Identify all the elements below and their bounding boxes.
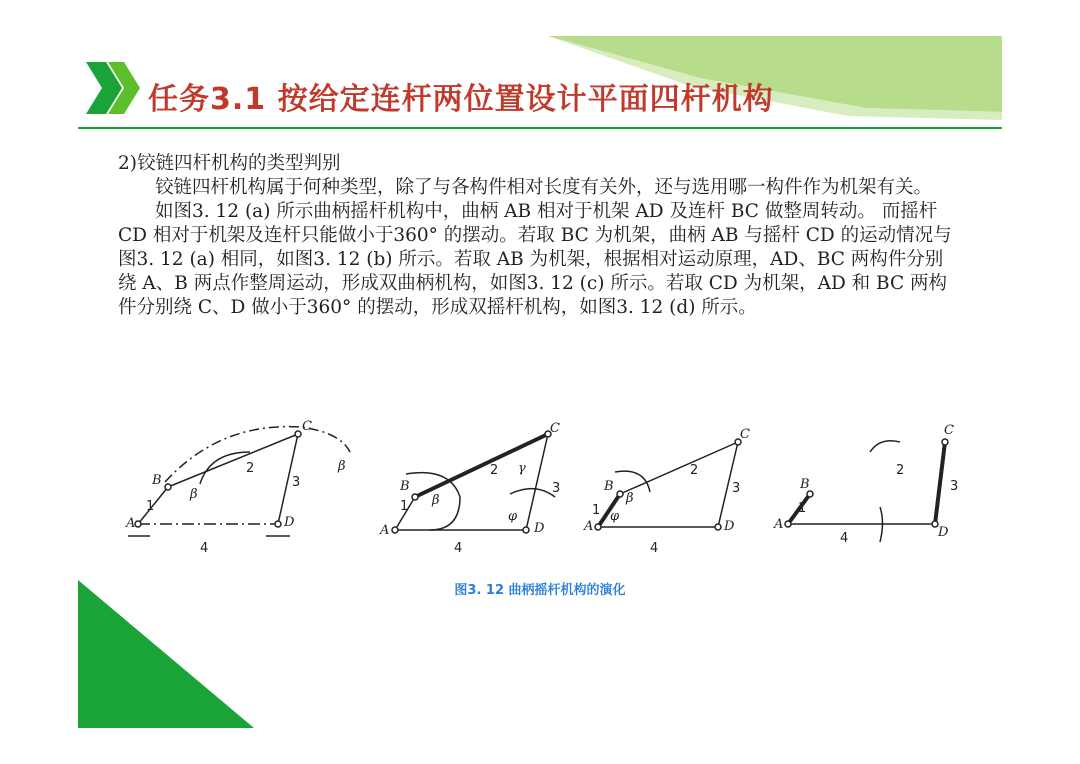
- label-c: C: [740, 427, 750, 442]
- joint-d: [715, 524, 721, 530]
- link-number-1: 1: [146, 499, 155, 514]
- swing-arc: [510, 489, 555, 497]
- angle-phi: φ: [508, 509, 518, 524]
- link-2: [168, 434, 298, 487]
- link-number-4: 4: [840, 531, 849, 546]
- joint-a: [392, 527, 398, 533]
- figure-panel-b: [392, 431, 555, 533]
- link-3: [526, 434, 548, 530]
- angle-gamma: γ: [518, 461, 526, 476]
- angle-beta: β: [432, 493, 440, 508]
- body-text: [118, 152, 953, 320]
- link-number-3: 3: [552, 481, 561, 496]
- joint-d: [523, 527, 529, 533]
- link-number-3: 3: [732, 481, 741, 496]
- angle-phi: φ: [610, 509, 620, 524]
- label-c: C: [550, 421, 560, 436]
- joint-c: [295, 431, 301, 437]
- angle-beta: β: [626, 491, 634, 506]
- joint-a: [135, 521, 141, 527]
- joint-b: [412, 494, 418, 500]
- mechanism-figures: [110, 412, 970, 562]
- label-b: B: [400, 479, 410, 494]
- link-number-4: 4: [650, 541, 659, 556]
- link-number-4: 4: [454, 541, 463, 556]
- label-d: D: [938, 525, 949, 540]
- paragraph: 如图3. 12 (a) 所示曲柄摇杆机构中，曲柄 AB 相对于机架 AD 及连杆 BC 做整周转动。 而摇杆 CD 相对于机架及连杆只能做小于360° 的摆动。若取 BC 为机架，曲柄 AB 与摇杆 CD 的运动情况与图3. 12 (a) 相同，如图3. 12 (b) 所示。若取 AB 为机架，根据相对运动原理，AD、BC 两构件分别绕 A、B 两点作整周运动，形成双曲柄机构，如图3. 12 (c) 所示。若取 CD 为机架，AD 和 BC 两构件分别绕 C、D 做小于360° 的摆动，形成双摇杆机构，如图3. 12 (d) 所示。: [118, 201, 952, 318]
- frame-link-3: [935, 442, 945, 524]
- link-number-2: 2: [690, 463, 699, 478]
- joint-a: [785, 521, 791, 527]
- angle-beta: β: [338, 459, 346, 474]
- label-b: B: [604, 479, 614, 494]
- trajectory-arc: [165, 427, 350, 482]
- angle-beta: β: [190, 487, 198, 502]
- joint-d: [275, 521, 281, 527]
- link-number-2: 2: [896, 463, 905, 478]
- label-a: A: [584, 519, 594, 534]
- link-number-3: 3: [950, 479, 959, 494]
- figure-caption: 图3. 12 曲柄摇杆机构的演化: [454, 583, 626, 598]
- page-title: 任务3.1 按给定连杆两位置设计平面四杆机构: [148, 82, 774, 117]
- label-b: B: [152, 473, 162, 488]
- label-a: A: [774, 517, 784, 532]
- link-number-1: 1: [798, 501, 807, 516]
- joint-c: [942, 439, 948, 445]
- label-d: D: [534, 521, 545, 536]
- link-number-1: 1: [400, 499, 409, 514]
- joint-a: [595, 524, 601, 530]
- label-a: A: [126, 516, 136, 531]
- link-number-2: 2: [246, 461, 255, 476]
- link-2: [620, 442, 741, 496]
- swing-arc: [870, 441, 900, 452]
- label-d: D: [724, 519, 735, 534]
- link-number-3: 3: [292, 475, 301, 490]
- joint-b: [617, 491, 623, 497]
- link-number-1: 1: [592, 503, 601, 518]
- label-b: B: [800, 477, 810, 492]
- section-heading: 2)铰链四杆机构的类型判别: [118, 153, 341, 174]
- link-number-4: 4: [200, 541, 209, 556]
- paragraph: 铰链四杆机构属于何种类型，除了与各构件相对长度有关外，还与选用哪一构件作为机架有关。: [155, 177, 933, 198]
- label-c: C: [302, 419, 312, 434]
- corner-green-triangle: [78, 580, 254, 728]
- label-a: A: [380, 523, 390, 538]
- link-number-2: 2: [490, 463, 499, 478]
- joint-b: [165, 484, 171, 490]
- label-c: C: [944, 423, 954, 438]
- label-d: D: [284, 515, 295, 530]
- frame-link-2: [415, 434, 548, 497]
